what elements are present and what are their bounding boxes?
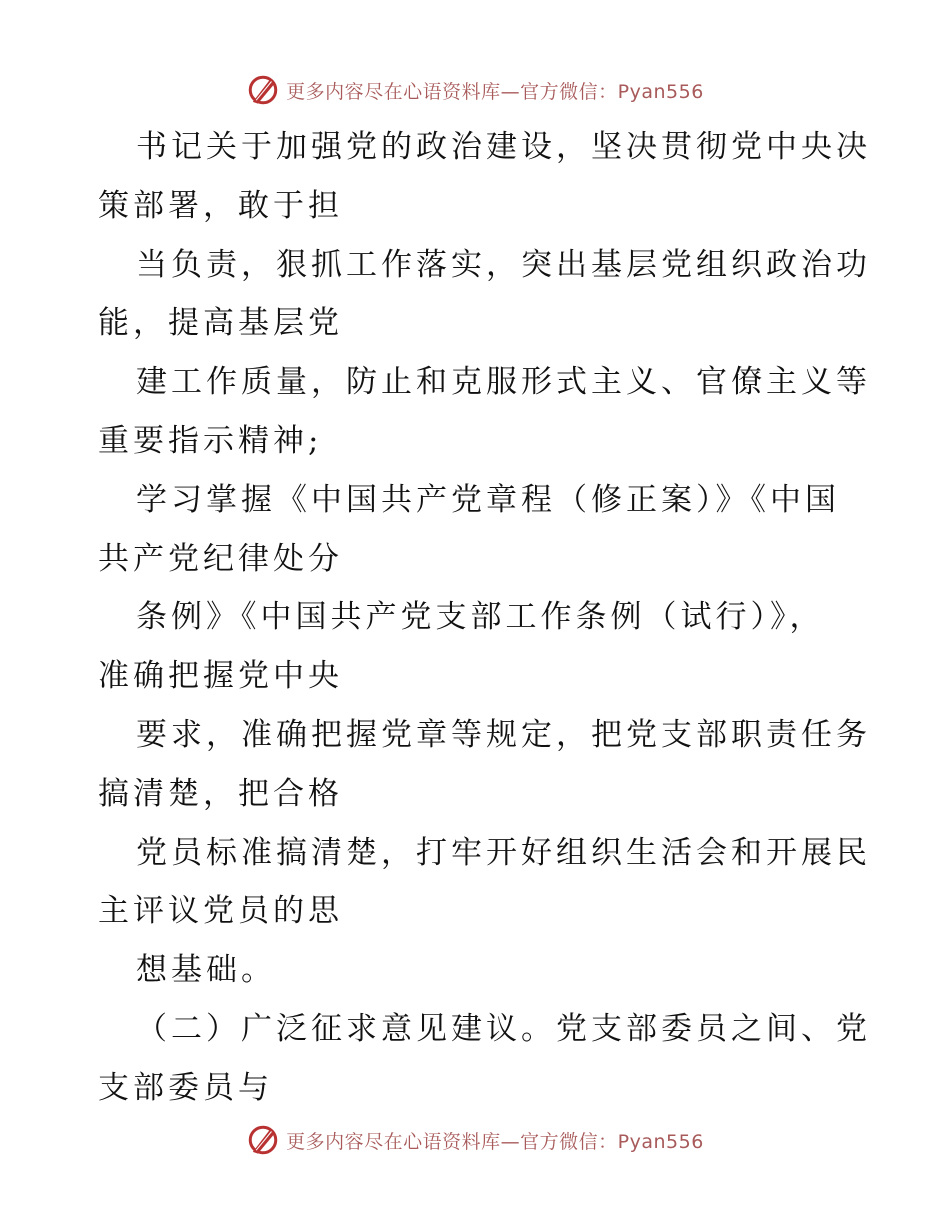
body-line: 策部署，敢于担: [98, 187, 343, 224]
body-line: 共产党纪律处分: [98, 540, 343, 577]
body-line: （二）广泛征求意见建议。党支部委员之间、党: [136, 1010, 871, 1047]
body-line: 条例》《中国共产党支部工作条例（试行）》，: [136, 599, 825, 636]
body-line: 支部委员与: [98, 1069, 273, 1106]
document-body: [98, 118, 871, 1118]
header-banner: [0, 70, 950, 110]
body-line: 想基础。: [136, 952, 276, 989]
footer-banner-text: 更多内容尽在心语资料库—官方微信：Pyan556: [286, 1130, 704, 1153]
body-line: 搞清楚，把合格: [98, 775, 343, 812]
body-line: 准确把握党中央: [98, 658, 343, 695]
quill-pen-logo-icon: [246, 73, 280, 107]
body-line: 书记关于加强党的政治建设，坚决贯彻党中央决: [136, 129, 871, 165]
body-line: 党员标准搞清楚，打牢开好组织生活会和开展民: [136, 834, 871, 871]
body-line: 学习掌握《中国共产党章程（修正案）》《中国: [136, 481, 840, 518]
header-banner-text: 更多内容尽在心语资料库—官方微信：Pyan556: [286, 80, 704, 103]
body-line: 主评议党员的思: [98, 893, 343, 930]
body-line: 重要指示精神;: [98, 422, 323, 459]
quill-pen-logo-icon: [246, 1123, 280, 1157]
body-line: 建工作质量，防止和克服形式主义、官僚主义等: [136, 364, 871, 401]
footer-banner: [0, 1120, 950, 1160]
body-line: 当负责，狠抓工作落实，突出基层党组织政治功: [136, 246, 871, 283]
body-line: 能，提高基层党: [98, 305, 343, 342]
body-line: 要求，准确把握党章等规定，把党支部职责任务: [136, 716, 871, 753]
